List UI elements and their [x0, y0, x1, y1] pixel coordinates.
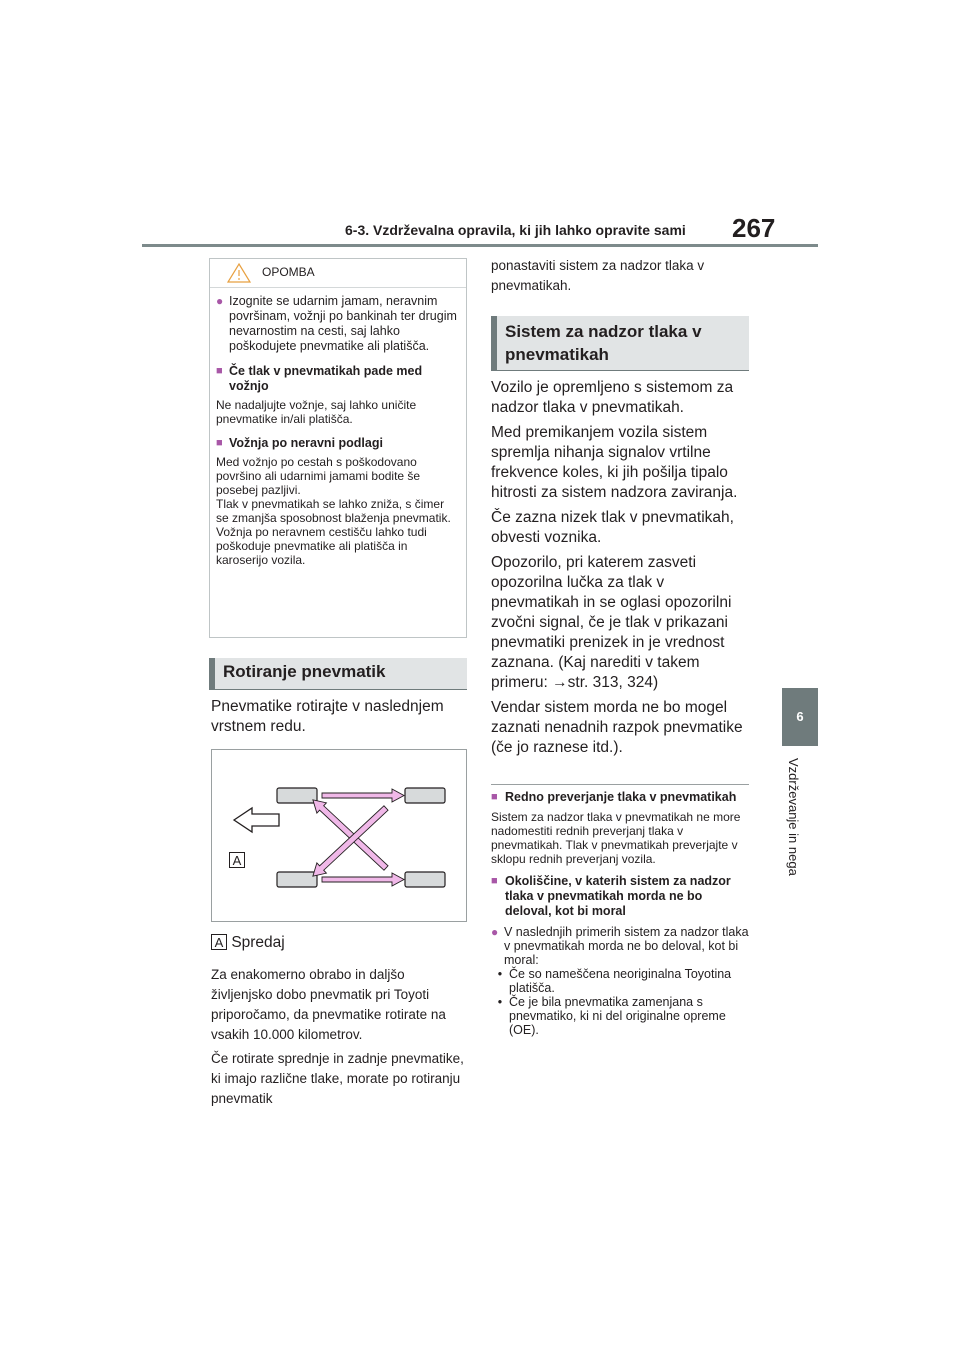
legend-badge-a: A [211, 934, 227, 950]
rotation-arrow-diagonal-down [308, 803, 391, 881]
notice-intro [216, 294, 460, 354]
rotation-paragraph: Če rotirate sprednje in zadnje pnevmatike, ki imajo različne tlake, morate po rotiranju pnevmatik [211, 1051, 464, 1106]
notice-item-text: Med vožnjo po cestah s poškodovano površino ali udarnimi jamami bodite še posebej pazljivi. Tlak v pnevmatikah se lahko zniža, s čimer se zmanjša sposobnost blaženja pnevmatik. Vožnja po neravnem cestišču lahko tudi poškoduje pnevmatike ali platišča in karoserijo vozila. [216, 455, 451, 567]
diagram-legend [211, 933, 467, 953]
rotation-diagram-svg [212, 750, 466, 921]
chapter-label-text: Vzdrževanje in nega [786, 758, 801, 876]
notice-item-text: Ne nadaljujte vožnje, saj lahko uničite pnevmatike in/ali platišča. [216, 398, 417, 426]
section-heading-tpms: Sistem za nadzor tlaka v pnevmatikah [491, 316, 749, 371]
notice-intro-text: Izognite se udarnim jamam, neravnim površinam, vožnji po bankinah ter drugim nevarnostim na cesti, saj lahko poškodujete pnevmatike ali platišča. [229, 294, 457, 353]
square-bullet-icon: ■ [216, 437, 223, 449]
rotation-arrow-diagonal-up [308, 795, 391, 873]
chapter-label [786, 758, 808, 898]
rotation-intro: Pnevmatike rotirajte v naslednjem vrstnem redu. [211, 698, 444, 735]
note-heading: ■ Redno preverjanje tlaka v pnevmatikah [491, 790, 737, 804]
rotation-diagram [211, 749, 467, 922]
tpms-paragraph: Vozilo je opremljeno s sistemom za nadzor tlaka v pnevmatikah. [491, 379, 734, 416]
tpms-paragraph: Med premikanjem vozila sistem spremlja nihanja signalov vrtilne frekvence koles, ki jih pošilja tipalo hitrosti za sistem nadzora zaviranja. [491, 424, 738, 501]
section-heading-rotation: Rotiranje pnevmatik [209, 658, 467, 690]
continuation-text: ponastaviti sistem za nadzor tlaka v pnevmatikah. [491, 258, 705, 293]
divider [491, 784, 749, 785]
notice-header [210, 259, 466, 288]
warning-triangle-icon [226, 262, 252, 284]
rotation-arrow-bottom [322, 873, 404, 886]
tire-front-left [277, 788, 317, 803]
bullet-dot-icon: ● [216, 294, 224, 308]
rotation-paragraph: Za enakomerno obrabo in daljšo življenjsko dobo pnevmatik pri Toyoti priporočamo, da pnevmatike rotirate na vsakih 10.000 kilometrov. [211, 967, 446, 1042]
square-bullet-icon: ■ [491, 791, 498, 803]
tpms-paragraph: Opozorilo, pri katerem zasveti opozorilna lučka za tlak v pnevmatikah in se oglasi opozorilni zvočni signal, če je tlak v prikazani pnevmatiki prenizek in je vrednost zaznana. (Kaj narediti v takem primeru: →str. 313, 324) [491, 554, 732, 691]
tpms-paragraph: Vendar sistem morda ne bo mogel zaznati nenadnih razpok pnevmatike (če jo raznese itd.). [491, 699, 743, 756]
tire-rear-right [405, 872, 445, 887]
note-intro: ● V naslednjih primerih sistem za nadzor tlaka v pnevmatikah morda ne bo deloval, kot bi moral: [491, 925, 749, 967]
page-number: 267 [732, 213, 776, 243]
note-text: Sistem za nadzor tlaka v pnevmatikah ne more nadomestiti rednih preverjanj tlaka v pnevmatikah. Tlak v pnevmatikah preverjajte v sklopu rednih preverjanj vozila. [491, 810, 741, 866]
notice-box [209, 258, 467, 638]
legend-text: Spredaj [231, 934, 285, 951]
bullet-dot-icon: ● [491, 925, 499, 939]
note-list-item: • Če so nameščena neoriginalna Toyotina platišča. [497, 967, 732, 995]
notice-item-heading: ■ Če tlak v pnevmatikah pade med vožnjo [216, 364, 423, 393]
square-bullet-icon: ■ [216, 365, 223, 377]
tpms-body [491, 378, 749, 758]
note-heading: ■ Okoliščine, v katerih sistem za nadzor tlaka v pnevmatikah morda ne bo deloval, kot bi moral [491, 874, 731, 918]
tire-front-right [405, 788, 445, 803]
square-bullet-icon: ■ [491, 875, 498, 887]
diagram-badge-a: A [229, 852, 245, 868]
chapter-tab[interactable]: 6 [782, 688, 818, 746]
notice-title: OPOMBA [262, 265, 315, 279]
header-rule [142, 244, 818, 247]
notice-body [210, 288, 466, 567]
tire-rear-left [277, 872, 317, 887]
front-direction-arrow-icon [234, 808, 279, 832]
rotation-arrow-top [322, 789, 404, 802]
tpms-notes [491, 790, 749, 1037]
section-title: 6-3. Vzdrževalna opravila, ki jih lahko opravite sami [345, 222, 686, 238]
notice-item-heading: ■ Vožnja po neravni podlagi [216, 436, 383, 450]
tpms-paragraph: Če zazna nizek tlak v pnevmatikah, obvesti voznika. [491, 509, 734, 546]
note-list-item: • Če je bila pnevmatika zamenjana s pnevmatiko, ki ni del originalne opreme (OE). [497, 995, 726, 1037]
